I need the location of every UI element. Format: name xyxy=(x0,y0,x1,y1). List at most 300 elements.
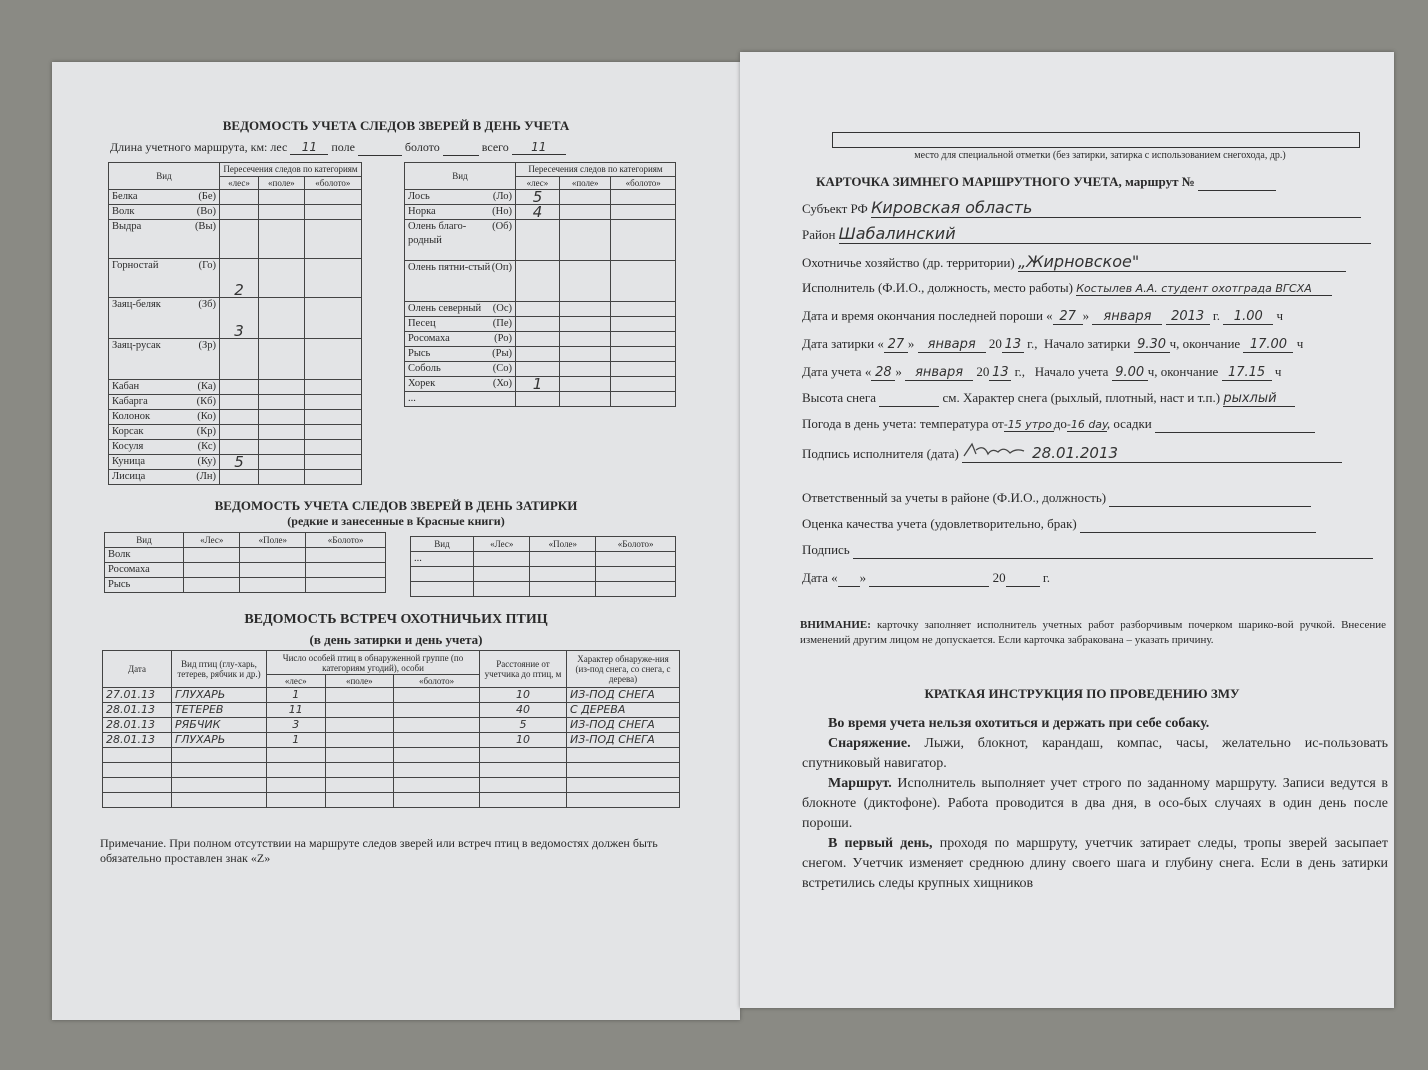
forest-cell xyxy=(220,380,259,395)
route-forest-value: 11 xyxy=(290,140,328,155)
forest-cell xyxy=(516,302,560,317)
track-count-title: ВЕДОМОСТЬ УЧЕТА СЛЕДОВ ЗВЕРЕЙ В ДЕНЬ УЧЕТА xyxy=(222,118,570,133)
right-page xyxy=(740,52,1394,1008)
last-snow-month: января xyxy=(1092,309,1162,325)
weather-label: Погода в день учета: температура от xyxy=(802,416,1004,431)
field-cell xyxy=(325,688,394,703)
species-code: (Кр) xyxy=(196,426,216,437)
swamp-cell xyxy=(394,703,480,718)
note-label: Примечание. xyxy=(100,836,167,850)
species-code: (Ло) xyxy=(492,191,512,202)
col-field: «Поле» xyxy=(240,533,306,548)
species-name: Соболь xyxy=(408,363,441,374)
swamp-cell xyxy=(304,410,361,425)
swamp-cell xyxy=(304,205,361,220)
table-row xyxy=(405,347,676,362)
species-cell xyxy=(172,733,267,748)
species-name: Волк xyxy=(108,549,131,560)
nature-cell xyxy=(567,703,680,718)
year-prefix: 20 xyxy=(988,336,1002,351)
swamp-cell xyxy=(304,298,361,339)
field-cell xyxy=(559,220,611,261)
hour-unit: ч xyxy=(1274,364,1282,379)
col-field: «поле» xyxy=(258,176,304,190)
field-cell xyxy=(559,392,611,407)
date-cell xyxy=(103,793,172,808)
species-cell xyxy=(109,395,220,410)
forest-cell xyxy=(220,395,259,410)
swamp-cell xyxy=(611,332,676,347)
card-title xyxy=(816,174,1276,191)
forest-value: 5 xyxy=(234,453,244,471)
temp-to: -16 day xyxy=(1066,418,1109,431)
species-cell xyxy=(109,440,220,455)
rub-count-subtitle: (редкие и занесенные в Красные книги) xyxy=(287,514,505,528)
species-name: Хорек xyxy=(408,378,436,389)
field-cell xyxy=(559,332,611,347)
field-cell xyxy=(325,748,394,763)
date-cell xyxy=(103,703,172,718)
swamp-cell xyxy=(304,190,361,205)
bird-title: ВЕДОМОСТЬ ВСТРЕЧ ОХОТНИЧЬИХ ПТИЦ xyxy=(244,612,548,627)
field-cell xyxy=(240,578,306,593)
species-name: Росомаха xyxy=(408,333,450,344)
swamp-cell xyxy=(611,302,676,317)
signature-label: Подпись xyxy=(802,542,850,557)
date-cell xyxy=(103,688,172,703)
left-page xyxy=(52,62,740,1020)
nature-cell xyxy=(567,763,680,778)
equipment-text: Лыжи, блокнот, карандаш, компас, часы, желательно ис-пользовать спутниковый навигатор. xyxy=(802,736,1388,771)
species-name: Косуля xyxy=(112,441,144,452)
forest-cell xyxy=(184,578,240,593)
forest-cell xyxy=(516,347,560,362)
species-cell xyxy=(411,552,474,567)
species-code: (Зб) xyxy=(198,299,216,310)
forest-cell xyxy=(184,563,240,578)
forest-value: 4 xyxy=(532,203,543,221)
field-cell xyxy=(559,347,611,362)
forest-cell xyxy=(267,688,326,703)
species-code: (Хо) xyxy=(492,378,512,389)
date-value: 28.01.13 xyxy=(106,703,155,716)
distance-cell xyxy=(480,748,567,763)
attention xyxy=(800,618,1386,648)
species-cell xyxy=(172,688,267,703)
col-species: Вид птиц (глу-харь, тетерев, рябчик и др.) xyxy=(172,651,267,688)
weather-line xyxy=(802,416,1315,433)
table-row xyxy=(103,703,680,718)
instruction-day1 xyxy=(802,834,1388,894)
swamp-cell xyxy=(596,552,676,567)
field-cell xyxy=(559,377,611,392)
species-code: (Ро) xyxy=(494,333,512,344)
field-cell xyxy=(258,190,304,205)
last-snow-label: Дата и время окончания последней пороши « xyxy=(802,308,1053,323)
species-cell xyxy=(109,205,220,220)
table-row xyxy=(109,205,362,220)
species-name: Олень благо-родный xyxy=(408,221,467,246)
rub-start-label: Начало затирки xyxy=(1044,336,1131,351)
col-field: «Поле» xyxy=(530,537,596,552)
route-number-field xyxy=(1198,174,1276,191)
rub-start: 9.30 xyxy=(1134,337,1170,353)
rub-day: 27 xyxy=(884,337,908,353)
table-row xyxy=(109,220,362,259)
forest-cell xyxy=(267,703,326,718)
forest-value: 5 xyxy=(532,188,543,206)
species-code: (Зр) xyxy=(198,340,216,351)
col-kind: Вид xyxy=(105,533,184,548)
precip-label: , осадки xyxy=(1106,416,1152,431)
table-row xyxy=(109,298,362,339)
year-prefix: 20 xyxy=(976,364,990,379)
species-code: (Кс) xyxy=(197,441,216,452)
forest-cell xyxy=(220,298,259,339)
swamp-cell xyxy=(394,793,480,808)
species-code: (Оп) xyxy=(491,262,512,273)
swamp-cell xyxy=(304,440,361,455)
forest-cell xyxy=(220,425,259,440)
swamp-cell xyxy=(304,339,361,380)
swamp-cell xyxy=(394,748,480,763)
attention-label: ВНИМАНИЕ: xyxy=(800,619,871,631)
swamp-cell xyxy=(611,362,676,377)
table-row xyxy=(109,455,362,470)
last-snow-time: 1.00 xyxy=(1223,309,1273,325)
date-year-field xyxy=(1006,570,1040,587)
field-cell xyxy=(258,205,304,220)
species-name: Заяц-беляк xyxy=(112,299,161,310)
swamp-cell xyxy=(394,778,480,793)
resp-field xyxy=(1109,490,1311,507)
count-end-label: ч, окончание xyxy=(1147,364,1219,379)
table-row xyxy=(103,688,680,703)
swamp-cell xyxy=(306,563,386,578)
col-swamp: «болото» xyxy=(394,675,480,688)
table-row xyxy=(405,205,676,220)
swamp-cell xyxy=(394,718,480,733)
col-count: Число особей птиц в обнаруженной группе (по категориям угодий), особи xyxy=(267,651,480,675)
sign-line xyxy=(802,442,1342,463)
count-year: 13 xyxy=(989,365,1011,381)
table-row xyxy=(103,778,680,793)
date-month-field xyxy=(869,570,989,587)
species-name: Рысь xyxy=(108,579,131,590)
forest-value: 11 xyxy=(288,703,303,716)
subject-label: Субъект РФ xyxy=(802,201,868,216)
field-cell xyxy=(559,302,611,317)
swamp-cell xyxy=(304,455,361,470)
species-code: (Ос) xyxy=(492,303,512,314)
species-code: (Ко) xyxy=(197,411,216,422)
route-length-label: Длина учетного маршрута, км: лес xyxy=(110,140,288,154)
year-g: г., xyxy=(1027,336,1038,351)
species-name: Олень пятни-стый xyxy=(408,262,491,273)
forest-cell xyxy=(220,410,259,425)
field-cell xyxy=(258,425,304,440)
species-cell xyxy=(109,410,220,425)
nature-cell xyxy=(567,793,680,808)
forest-cell xyxy=(220,220,259,259)
nature-cell xyxy=(567,718,680,733)
swamp-cell xyxy=(611,347,676,362)
quality-field xyxy=(1080,516,1316,533)
table-row xyxy=(109,395,362,410)
species-cell xyxy=(109,380,220,395)
species-cell xyxy=(405,332,516,347)
field-cell xyxy=(530,552,596,567)
col-kind: Вид xyxy=(411,537,474,552)
swamp-cell xyxy=(611,205,676,220)
forest-cell xyxy=(516,332,560,347)
distance-cell xyxy=(480,778,567,793)
track-table-a xyxy=(108,162,362,485)
field-cell xyxy=(258,410,304,425)
species-name: Выдра xyxy=(112,221,142,232)
species-code: (Го) xyxy=(198,260,216,271)
col-distance: Расстояние от учетчика до птиц, м xyxy=(480,651,567,688)
forest-cell xyxy=(516,205,560,220)
snow-label: Высота снега xyxy=(802,390,876,405)
swamp-cell xyxy=(611,392,676,407)
forest-value: 1 xyxy=(532,375,543,393)
executor-value: Костылев А.А. студент охотграда ВГСХА xyxy=(1076,282,1332,296)
table-row xyxy=(103,763,680,778)
route-swamp-label: болото xyxy=(404,140,440,154)
bird-table xyxy=(102,650,680,808)
species-cell xyxy=(405,392,516,407)
forest-cell xyxy=(516,317,560,332)
field-cell xyxy=(530,582,596,597)
species-cell xyxy=(109,425,220,440)
species-name: Песец xyxy=(408,318,436,329)
count-start: 9.00 xyxy=(1112,365,1148,381)
table-row xyxy=(411,567,676,582)
farm-value: „Жирновское" xyxy=(1018,252,1346,272)
distance-value: 10 xyxy=(516,688,530,701)
table-row xyxy=(109,259,362,298)
field-cell xyxy=(325,778,394,793)
species-cell xyxy=(109,190,220,205)
farm-label: Охотничье хозяйство (др. территории) xyxy=(802,255,1015,270)
executor-label: Исполнитель (Ф.И.О., должность, место работы) xyxy=(802,280,1073,295)
rub-year: 13 xyxy=(1002,337,1024,353)
species-value: ТЕТЕРЕВ xyxy=(175,703,224,716)
snow-type-value: рыхлый xyxy=(1223,391,1295,407)
species-cell xyxy=(405,220,516,261)
forest-cell xyxy=(220,190,259,205)
distance-value: 40 xyxy=(516,703,530,716)
species-cell xyxy=(109,259,220,298)
species-cell xyxy=(405,377,516,392)
distance-cell xyxy=(480,763,567,778)
field-cell xyxy=(559,362,611,377)
species-code: (Пе) xyxy=(492,318,512,329)
field-cell xyxy=(258,298,304,339)
route-label: Маршрут. xyxy=(828,776,892,791)
signature-line xyxy=(802,542,1373,559)
note-text: При полном отсутствии на маршруте следов зверей или встреч птиц в ведомостях должен быть обязательно проставлен знак «Z» xyxy=(100,836,658,865)
species-code: (Со) xyxy=(492,363,512,374)
table-row xyxy=(411,552,676,567)
swamp-cell xyxy=(304,425,361,440)
route-swamp-value xyxy=(443,140,479,156)
species-cell xyxy=(405,347,516,362)
swamp-cell xyxy=(596,567,676,582)
species-cell xyxy=(172,793,267,808)
field-cell xyxy=(258,380,304,395)
forest-value: 3 xyxy=(292,718,300,731)
card-title-text: КАРТОЧКА ЗИМНЕГО МАРШРУТНОГО УЧЕТА, маршрут № xyxy=(816,174,1195,189)
species-cell xyxy=(172,763,267,778)
count-day: 28 xyxy=(871,365,895,381)
species-cell xyxy=(172,748,267,763)
distance-cell xyxy=(480,718,567,733)
district-line xyxy=(802,224,1371,244)
hour-unit: ч xyxy=(1276,308,1284,323)
rub-date-line: Дата затирки « 27 » января 20 13 г., Начало затирки 9.30 ч, окончание 17.00 ч xyxy=(802,336,1304,352)
distance-cell xyxy=(480,688,567,703)
forest-cell xyxy=(220,470,259,485)
forest-cell xyxy=(267,718,326,733)
forest-value: 1 xyxy=(292,688,300,701)
species-name: Волк xyxy=(112,206,135,217)
table-row xyxy=(109,190,362,205)
forest-cell xyxy=(474,552,530,567)
col-swamp: «Болото» xyxy=(596,537,676,552)
table-row xyxy=(405,377,676,392)
species-name: Норка xyxy=(408,206,436,217)
species-cell xyxy=(109,298,220,339)
forest-cell xyxy=(220,455,259,470)
forest-value: 2 xyxy=(234,281,244,299)
swamp-cell xyxy=(304,220,361,259)
species-value: ГЛУХАРЬ xyxy=(175,688,226,701)
day1-label: В первый день, xyxy=(828,836,933,851)
table-row xyxy=(109,410,362,425)
count-month: января xyxy=(905,365,973,381)
forest-cell xyxy=(184,548,240,563)
distance-cell xyxy=(480,733,567,748)
field-cell xyxy=(240,548,306,563)
rub-month: января xyxy=(918,337,986,353)
field-cell xyxy=(325,718,394,733)
year-prefix: 20 xyxy=(992,570,1006,585)
snow-height-field xyxy=(879,390,939,407)
instruction-title: КРАТКАЯ ИНСТРУКЦИЯ ПО ПРОВЕДЕНИЮ ЗМУ xyxy=(924,686,1240,701)
species-cell xyxy=(109,455,220,470)
swamp-cell xyxy=(611,261,676,302)
field-cell xyxy=(258,259,304,298)
last-snow-day: 27 xyxy=(1053,309,1083,325)
date-value: 28.01.13 xyxy=(106,718,155,731)
species-code: (Ка) xyxy=(197,381,216,392)
count-end: 17.15 xyxy=(1222,365,1272,381)
species-cell xyxy=(405,362,516,377)
route-field-label: поле xyxy=(331,140,355,154)
executor-line xyxy=(802,280,1332,296)
col-swamp: «Болото» xyxy=(306,533,386,548)
table-row xyxy=(109,425,362,440)
district-label: Район xyxy=(802,227,836,242)
species-name: Лисица xyxy=(112,471,146,482)
species-value: ГЛУХАРЬ xyxy=(175,733,226,746)
swamp-cell xyxy=(611,377,676,392)
date-cell xyxy=(103,763,172,778)
rare-table-left xyxy=(104,532,386,593)
forest-cell xyxy=(220,259,259,298)
species-cell xyxy=(411,567,474,582)
field-cell xyxy=(325,763,394,778)
table-row xyxy=(405,317,676,332)
field-cell xyxy=(258,470,304,485)
route-total-label: всего xyxy=(481,140,509,154)
swamp-cell xyxy=(596,582,676,597)
farm-line xyxy=(802,252,1346,272)
swamp-cell xyxy=(611,317,676,332)
species-code: (Во) xyxy=(196,206,216,217)
forest-cell xyxy=(474,582,530,597)
species-name: Кабан xyxy=(112,381,140,392)
species-code: (Ку) xyxy=(197,456,216,467)
col-forest: «лес» xyxy=(220,176,259,190)
col-cross: Пересечения следов по категориям xyxy=(220,163,362,177)
district-value: Шабалинский xyxy=(839,224,1371,244)
date-label: Дата « xyxy=(802,570,838,585)
swamp-cell xyxy=(304,470,361,485)
field-cell xyxy=(325,733,394,748)
forest-cell xyxy=(267,793,326,808)
col-field: «поле» xyxy=(325,675,394,688)
note xyxy=(100,836,680,866)
species-value: РЯБЧИК xyxy=(175,718,221,731)
col-forest: «лес» xyxy=(516,176,560,190)
species-code: (Вы) xyxy=(194,221,216,232)
table-row xyxy=(103,748,680,763)
subject-value: Кировская область xyxy=(871,198,1361,218)
subject-line xyxy=(802,198,1361,218)
col-forest: «Лес» xyxy=(474,537,530,552)
snow-type-label: см. Характер снега (рыхлый, плотный, наст и т.п.) xyxy=(942,390,1221,405)
species-code: (Ры) xyxy=(492,348,512,359)
species-name: Горностай xyxy=(112,260,159,271)
species-cell xyxy=(405,261,516,302)
signature-scribble xyxy=(962,442,1032,462)
count-date-label: Дата учета « xyxy=(802,364,872,379)
nature-value: С ДЕРЕВА xyxy=(570,703,626,716)
col-forest: «лес» xyxy=(267,675,326,688)
instruction-no-hunting: Во время учета нельзя охотиться и держать при себе собаку. xyxy=(828,716,1210,731)
quality-line xyxy=(802,516,1316,533)
forest-cell xyxy=(474,567,530,582)
nature-value: ИЗ-ПОД СНЕГА xyxy=(570,718,655,731)
col-nature: Характер обнаруже-ния (из-под снега, со снега, с дерева) xyxy=(567,651,680,688)
day1-text: проходя по маршруту, учетчик затирает следы, тропы зверей засыпает снегом. Учетчик изменяет среднюю длину своего шага и глубину снега. Если в день затирки встретились следы крупных хищников xyxy=(802,836,1388,891)
last-snow-year: 2013 xyxy=(1166,309,1210,325)
date-cell xyxy=(103,778,172,793)
route-text: Исполнитель выполняет учет строго по заданному маршруту. Записи ведутся в блокноте (диктофоне). Работа проводится в два дня, в осо-бых случаях в один день после пороши. xyxy=(802,776,1389,831)
col-forest: «Лес» xyxy=(184,533,240,548)
temp-from: -15 утро xyxy=(1003,418,1052,431)
date-line: Дата « » 20 г. xyxy=(802,570,1051,585)
forest-cell xyxy=(267,733,326,748)
species-cell xyxy=(405,317,516,332)
table-row xyxy=(105,548,386,563)
instruction-equipment xyxy=(802,734,1388,774)
swamp-cell xyxy=(394,733,480,748)
table-row xyxy=(103,733,680,748)
